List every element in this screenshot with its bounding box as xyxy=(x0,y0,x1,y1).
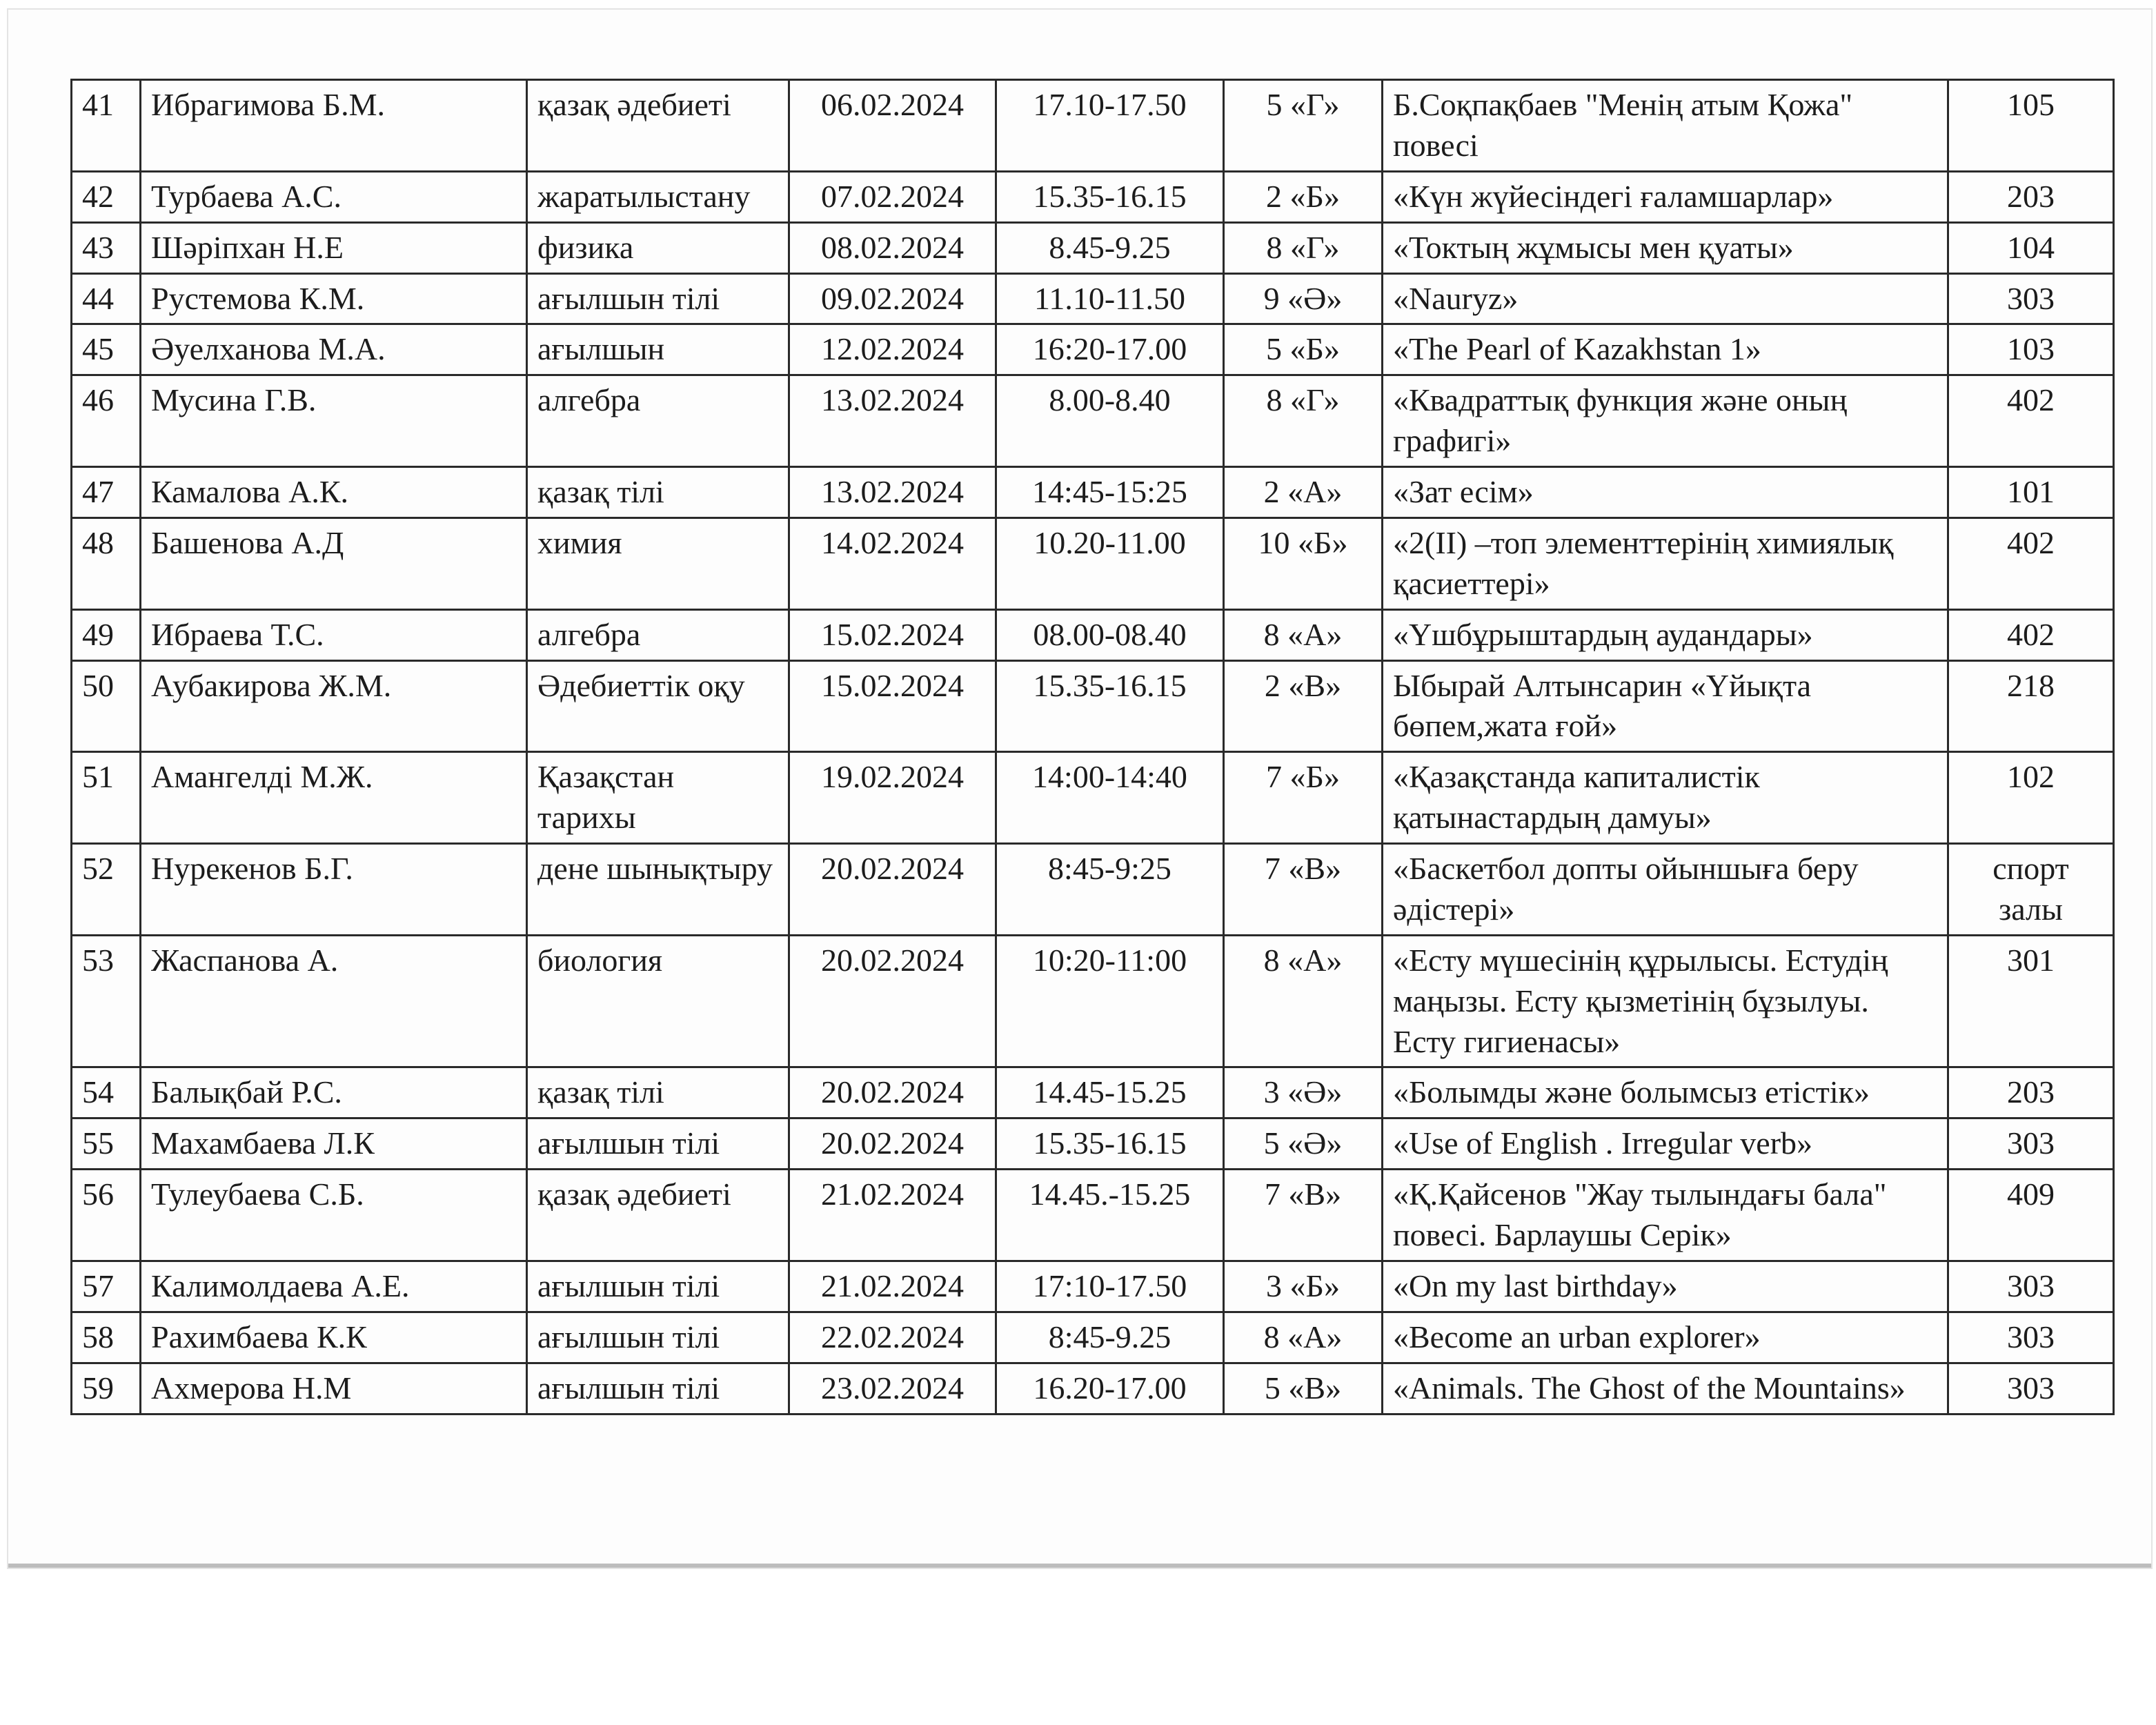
cell-name: Амангелді М.Ж. xyxy=(141,752,527,844)
table-row xyxy=(72,467,2114,518)
cell-time: 8.45-9.25 xyxy=(996,222,1224,273)
table-row xyxy=(72,80,2114,172)
cell-class: 5 «Г» xyxy=(1224,80,1383,172)
cell-room: 303 xyxy=(1948,273,2114,324)
cell-topic: «Nauryz» xyxy=(1383,273,1948,324)
cell-room: 103 xyxy=(1948,324,2114,375)
table-row xyxy=(72,171,2114,222)
cell-date: 20.02.2024 xyxy=(789,844,996,936)
cell-class: 8 «Г» xyxy=(1224,375,1383,467)
cell-subject: ағылшын тілі xyxy=(527,1261,789,1312)
table-row xyxy=(72,752,2114,844)
cell-subject: қазақ тілі xyxy=(527,467,789,518)
cell-room: 402 xyxy=(1948,609,2114,660)
cell-time: 14:00-14:40 xyxy=(996,752,1224,844)
cell-class: 7 «Б» xyxy=(1224,752,1383,844)
cell-topic: «Use of English . Irregular verb» xyxy=(1383,1118,1948,1170)
cell-class: 8 «А» xyxy=(1224,1312,1383,1363)
table-row xyxy=(72,1261,2114,1312)
cell-class: 5 «Ә» xyxy=(1224,1118,1383,1170)
cell-num: 58 xyxy=(72,1312,141,1363)
cell-subject: қазақ тілі xyxy=(527,1067,789,1118)
cell-subject: ағылшын тілі xyxy=(527,1118,789,1170)
cell-name: Нурекенов Б.Г. xyxy=(141,844,527,936)
cell-date: 20.02.2024 xyxy=(789,935,996,1067)
cell-date: 21.02.2024 xyxy=(789,1261,996,1312)
cell-date: 09.02.2024 xyxy=(789,273,996,324)
cell-topic: «Қазақстанда капиталистік қатынастардың дамуы» xyxy=(1383,752,1948,844)
cell-time: 14:45-15:25 xyxy=(996,467,1224,518)
cell-num: 42 xyxy=(72,171,141,222)
table-row xyxy=(72,1118,2114,1170)
cell-num: 46 xyxy=(72,375,141,467)
cell-class: 2 «В» xyxy=(1224,660,1383,752)
cell-subject: ағылшын тілі xyxy=(527,1312,789,1363)
cell-room: 303 xyxy=(1948,1261,2114,1312)
table-row xyxy=(72,1170,2114,1261)
cell-time: 10:20-11:00 xyxy=(996,935,1224,1067)
cell-time: 08.00-08.40 xyxy=(996,609,1224,660)
cell-date: 12.02.2024 xyxy=(789,324,996,375)
cell-date: 13.02.2024 xyxy=(789,467,996,518)
cell-room: 203 xyxy=(1948,1067,2114,1118)
cell-subject: қазақ әдебиеті xyxy=(527,1170,789,1261)
cell-topic: «Animals. The Ghost of the Mountains» xyxy=(1383,1363,1948,1414)
cell-room: 102 xyxy=(1948,752,2114,844)
cell-topic: «Үшбұрыштардың аудандары» xyxy=(1383,609,1948,660)
table-row xyxy=(72,518,2114,609)
cell-time: 15.35-16.15 xyxy=(996,171,1224,222)
cell-num: 53 xyxy=(72,935,141,1067)
cell-num: 57 xyxy=(72,1261,141,1312)
cell-subject: қазақ әдебиеті xyxy=(527,80,789,172)
cell-topic: Б.Соқпақбаев "Менің атым Қожа" повесі xyxy=(1383,80,1948,172)
cell-name: Рахимбаева К.К xyxy=(141,1312,527,1363)
cell-room: 105 xyxy=(1948,80,2114,172)
cell-name: Рустемова К.М. xyxy=(141,273,527,324)
cell-time: 8.00-8.40 xyxy=(996,375,1224,467)
cell-num: 51 xyxy=(72,752,141,844)
cell-date: 15.02.2024 xyxy=(789,609,996,660)
cell-subject: алгебра xyxy=(527,609,789,660)
cell-time: 17.10-17.50 xyxy=(996,80,1224,172)
table-row xyxy=(72,375,2114,467)
cell-time: 14.45.-15.25 xyxy=(996,1170,1224,1261)
cell-date: 22.02.2024 xyxy=(789,1312,996,1363)
cell-room: 402 xyxy=(1948,375,2114,467)
cell-date: 08.02.2024 xyxy=(789,222,996,273)
cell-name: Аубакирова Ж.М. xyxy=(141,660,527,752)
cell-topic: «Зат есім» xyxy=(1383,467,1948,518)
cell-class: 9 «Ә» xyxy=(1224,273,1383,324)
table-row xyxy=(72,844,2114,936)
cell-time: 17:10-17.50 xyxy=(996,1261,1224,1312)
cell-date: 06.02.2024 xyxy=(789,80,996,172)
cell-name: Махамбаева Л.К xyxy=(141,1118,527,1170)
cell-num: 59 xyxy=(72,1363,141,1414)
cell-time: 11.10-11.50 xyxy=(996,273,1224,324)
cell-time: 15.35-16.15 xyxy=(996,660,1224,752)
cell-name: Шәріпхан Н.Е xyxy=(141,222,527,273)
cell-name: Әуелханова М.А. xyxy=(141,324,527,375)
cell-topic: «Баскетбол допты ойыншыға беру әдістері» xyxy=(1383,844,1948,936)
cell-class: 7 «В» xyxy=(1224,1170,1383,1261)
table-row xyxy=(72,1312,2114,1363)
cell-num: 45 xyxy=(72,324,141,375)
cell-time: 14.45-15.25 xyxy=(996,1067,1224,1118)
cell-num: 41 xyxy=(72,80,141,172)
cell-class: 5 «Б» xyxy=(1224,324,1383,375)
cell-subject: Қазақстан тарихы xyxy=(527,752,789,844)
cell-name: Балықбай Р.С. xyxy=(141,1067,527,1118)
cell-topic: Ыбырай Алтынсарин «Үйықта бөпем,жата ғой» xyxy=(1383,660,1948,752)
table-row xyxy=(72,222,2114,273)
cell-num: 43 xyxy=(72,222,141,273)
cell-num: 52 xyxy=(72,844,141,936)
cell-class: 3 «Б» xyxy=(1224,1261,1383,1312)
cell-name: Ахмерова Н.М xyxy=(141,1363,527,1414)
cell-subject: Әдебиеттік оқу xyxy=(527,660,789,752)
table-row xyxy=(72,1363,2114,1414)
cell-subject: ағылшын тілі xyxy=(527,273,789,324)
cell-class: 8 «А» xyxy=(1224,609,1383,660)
cell-subject: жаратылыстану xyxy=(527,171,789,222)
cell-date: 23.02.2024 xyxy=(789,1363,996,1414)
cell-time: 10.20-11.00 xyxy=(996,518,1224,609)
cell-subject: химия xyxy=(527,518,789,609)
cell-num: 47 xyxy=(72,467,141,518)
cell-topic: «Токтың жұмысы мен қуаты» xyxy=(1383,222,1948,273)
cell-class: 5 «В» xyxy=(1224,1363,1383,1414)
cell-name: Башенова А.Д xyxy=(141,518,527,609)
cell-room: 218 xyxy=(1948,660,2114,752)
cell-room: 104 xyxy=(1948,222,2114,273)
cell-subject: ағылшын xyxy=(527,324,789,375)
cell-room: 303 xyxy=(1948,1363,2114,1414)
cell-topic: «Болымды және болымсыз етістік» xyxy=(1383,1067,1948,1118)
cell-subject: ағылшын тілі xyxy=(527,1363,789,1414)
cell-time: 16.20-17.00 xyxy=(996,1363,1224,1414)
cell-subject: дене шынықтыру xyxy=(527,844,789,936)
cell-class: 7 «В» xyxy=(1224,844,1383,936)
cell-num: 50 xyxy=(72,660,141,752)
cell-time: 16:20-17.00 xyxy=(996,324,1224,375)
cell-topic: «Квадраттық функция және оның графигі» xyxy=(1383,375,1948,467)
cell-date: 14.02.2024 xyxy=(789,518,996,609)
cell-date: 20.02.2024 xyxy=(789,1118,996,1170)
cell-topic: «Become an urban explorer» xyxy=(1383,1312,1948,1363)
cell-room: 402 xyxy=(1948,518,2114,609)
cell-room: 301 xyxy=(1948,935,2114,1067)
cell-room: спорт залы xyxy=(1948,844,2114,936)
cell-time: 15.35-16.15 xyxy=(996,1118,1224,1170)
cell-room: 303 xyxy=(1948,1312,2114,1363)
scanned-page xyxy=(8,10,2151,1568)
cell-topic: «Күн жүйесіндегі ғаламшарлар» xyxy=(1383,171,1948,222)
cell-room: 203 xyxy=(1948,171,2114,222)
cell-class: 2 «А» xyxy=(1224,467,1383,518)
cell-name: Турбаева А.С. xyxy=(141,171,527,222)
table-row xyxy=(72,273,2114,324)
cell-date: 21.02.2024 xyxy=(789,1170,996,1261)
table-row xyxy=(72,1067,2114,1118)
schedule-table xyxy=(70,79,2115,1415)
cell-date: 13.02.2024 xyxy=(789,375,996,467)
cell-time: 8:45-9.25 xyxy=(996,1312,1224,1363)
cell-name: Жаспанова А. xyxy=(141,935,527,1067)
cell-name: Ибраева Т.С. xyxy=(141,609,527,660)
cell-time: 8:45-9:25 xyxy=(996,844,1224,936)
cell-class: 8 «А» xyxy=(1224,935,1383,1067)
cell-subject: физика xyxy=(527,222,789,273)
cell-num: 49 xyxy=(72,609,141,660)
cell-room: 409 xyxy=(1948,1170,2114,1261)
cell-topic: «The Pearl of Kazakhstan 1» xyxy=(1383,324,1948,375)
cell-name: Тулеубаева С.Б. xyxy=(141,1170,527,1261)
cell-class: 8 «Г» xyxy=(1224,222,1383,273)
table-row xyxy=(72,935,2114,1067)
table-row xyxy=(72,324,2114,375)
cell-name: Камалова А.К. xyxy=(141,467,527,518)
cell-room: 101 xyxy=(1948,467,2114,518)
cell-num: 54 xyxy=(72,1067,141,1118)
cell-name: Калимолдаева А.Е. xyxy=(141,1261,527,1312)
cell-topic: «On my last birthday» xyxy=(1383,1261,1948,1312)
cell-class: 3 «Ә» xyxy=(1224,1067,1383,1118)
cell-topic: «Қ.Қайсенов "Жау тылындағы бала" повесі. Барлаушы Серік» xyxy=(1383,1170,1948,1261)
cell-class: 10 «Б» xyxy=(1224,518,1383,609)
cell-subject: алгебра xyxy=(527,375,789,467)
cell-date: 15.02.2024 xyxy=(789,660,996,752)
cell-num: 55 xyxy=(72,1118,141,1170)
cell-date: 20.02.2024 xyxy=(789,1067,996,1118)
cell-num: 44 xyxy=(72,273,141,324)
cell-num: 48 xyxy=(72,518,141,609)
cell-name: Мусина Г.В. xyxy=(141,375,527,467)
cell-topic: «2(II) –топ элементтерінің химиялық қасиеттері» xyxy=(1383,518,1948,609)
cell-date: 07.02.2024 xyxy=(789,171,996,222)
cell-date: 19.02.2024 xyxy=(789,752,996,844)
cell-name: Ибрагимова Б.М. xyxy=(141,80,527,172)
cell-class: 2 «Б» xyxy=(1224,171,1383,222)
table-row xyxy=(72,609,2114,660)
cell-num: 56 xyxy=(72,1170,141,1261)
cell-topic: «Есту мүшесінің құрылысы. Естудің маңызы. Есту қызметінің бұзылуы. Есту гигиенасы» xyxy=(1383,935,1948,1067)
cell-subject: биология xyxy=(527,935,789,1067)
cell-room: 303 xyxy=(1948,1118,2114,1170)
table-row xyxy=(72,660,2114,752)
